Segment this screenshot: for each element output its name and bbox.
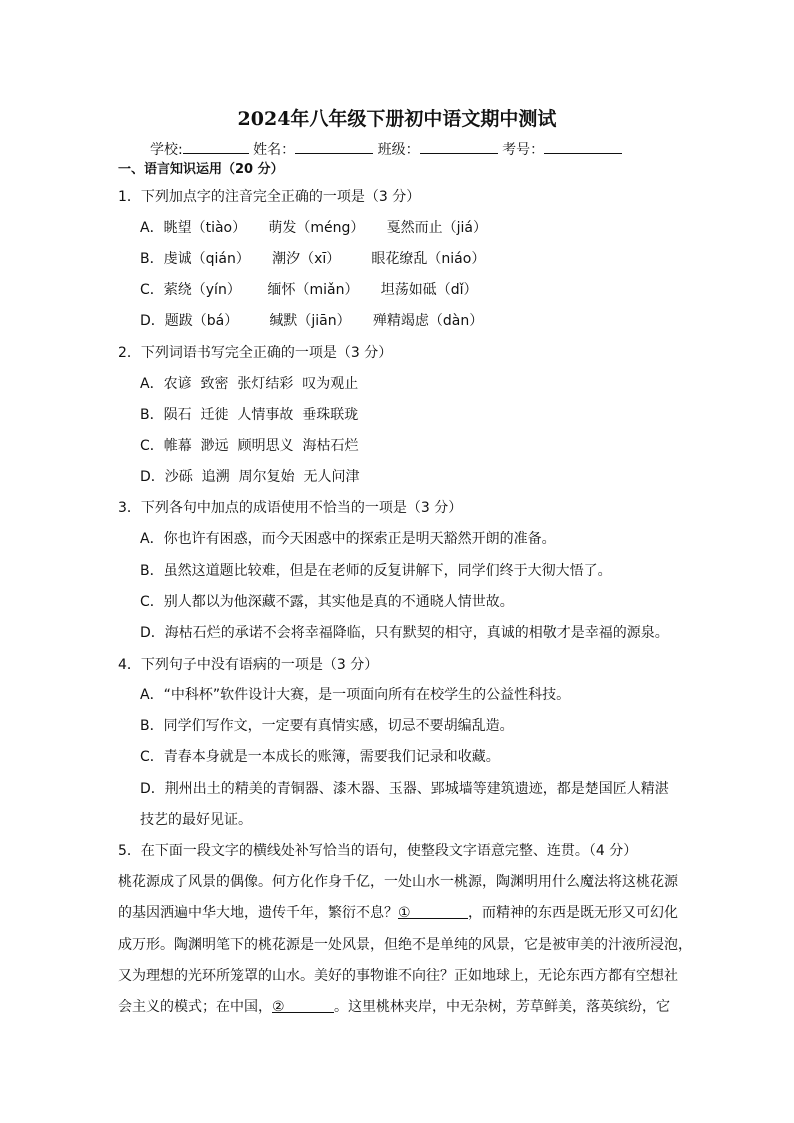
q1-option-d[interactable]: D．题跋（bá） 缄默（jiān） 殚精竭虑（dàn） [140,313,484,329]
q3-option-c[interactable]: C．别人都以为他深藏不露，其实他是真的不通晓人情世故。 [140,594,514,610]
q3-option-a[interactable]: A．你也许有困惑，而今天困惑中的探索正是明天豁然开朗的准备。 [140,531,556,547]
school-label: 学校: [150,142,183,158]
class-field[interactable] [420,139,498,154]
q5-passage-line2-start: 的基因洒遍中华大地，遗传千年，繁衍不息？ [118,905,398,921]
q4-option-a[interactable]: A．“中科杯”软件设计大赛，是一项面向所有在校学生的公益性科技。 [140,687,571,703]
name-label: 姓名： [253,142,296,158]
blank-1-marker: ① [398,905,411,921]
q3-option-b[interactable]: B．虽然这道题比较难，但是在老师的反复讲解下，同学们终于大彻大悟了。 [140,563,612,579]
q5-passage-line3: 成万形。陶渊明笔下的桃花源是一处风景，但绝不是单纯的风景，它是被审美的汁液所浸泡， [118,937,692,953]
q4-option-c[interactable]: C．青春本身就是一本成长的账簿，需要我们记录和收藏。 [140,749,500,765]
q1-option-c[interactable]: C．萦绕（yín） 缅怀（miǎn） 坦荡如砥（dǐ） [140,282,478,298]
section-heading: 一、语言知识运用（20 分） [118,162,284,177]
q3-option-d[interactable]: D．海枯石烂的承诺不会将幸福降临，只有默契的相守，真诚的相敬才是幸福的源泉。 [140,625,669,641]
exam-number-label: 考号： [502,142,545,158]
exam-number-field[interactable] [544,139,622,154]
q2-option-b[interactable]: B．陨石 迁徙 人情事故 垂珠联珑 [140,407,359,423]
q4-option-b[interactable]: B．同学们写作文，一定要有真情实感，切忌不要胡编乱造。 [140,718,514,734]
q2-option-d[interactable]: D．沙砾 追溯 周尔复始 无人问津 [140,469,360,485]
school-field[interactable] [183,139,249,154]
blank-2-marker: ② [272,999,285,1015]
q5-passage-line1: 桃花源成了风景的偶像。何方化作身千亿，一处山水一桃源，陶渊明用什么魔法将这桃花源 [118,874,678,890]
q1-option-a[interactable]: A．眺望（tiào） 萌发（méng） 戛然而止（jiá） [140,220,487,236]
name-field[interactable] [295,139,373,154]
q5-blank-2[interactable] [272,998,334,1013]
q1-stem: 1．下列加点字的注音完全正确的一项是（3 分） [118,189,421,205]
q5-passage-line2 [118,904,678,922]
q2-option-c[interactable]: C．帷幕 渺远 顾明思义 海枯石烂 [140,438,359,454]
class-label: 班级： [377,142,420,158]
q5-passage-line5 [118,998,670,1016]
q5-stem: 5．在下面一段文字的横线处补写恰当的语句，使整段文字语意完整、连贯。（4 分） [118,843,638,859]
q5-passage-line4: 又为理想的光环所笼罩的山水。美好的事物谁不向往？正如地球上，无论东西方都有空想社 [118,968,678,984]
q5-passage-line5-start: 会主义的模式；在中国， [118,999,272,1015]
q4-stem: 4．下列句子中没有语病的一项是（3 分） [118,657,379,673]
q4-option-d-line2: 技艺的最好见证。 [140,812,252,828]
student-info-row [150,139,622,159]
q2-stem: 2．下列词语书写完全正确的一项是（3 分） [118,345,393,361]
q5-blank-1[interactable] [398,904,468,919]
q1-option-b[interactable]: B．虔诚（qián） 潮汐（xī） 眼花缭乱（niáo） [140,251,486,267]
q2-option-a[interactable]: A．农谚 致密 张灯结彩 叹为观止 [140,376,359,392]
page-title: 2024年八年级下册初中语文期中测试 [237,108,557,130]
q5-passage-line2-end: ，而精神的东西是既无形又可幻化 [468,905,678,921]
q5-passage-line5-end: 。这里桃林夹岸，中无杂树，芳草鲜美，落英缤纷，它 [334,999,670,1015]
q3-stem: 3．下列各句中加点的成语使用不恰当的一项是（3 分） [118,500,463,516]
q4-option-d-line1[interactable]: D．荆州出土的精美的青铜器、漆木器、玉器、郢城墙等建筑遗迹，都是楚国匠人精湛 [140,781,669,797]
